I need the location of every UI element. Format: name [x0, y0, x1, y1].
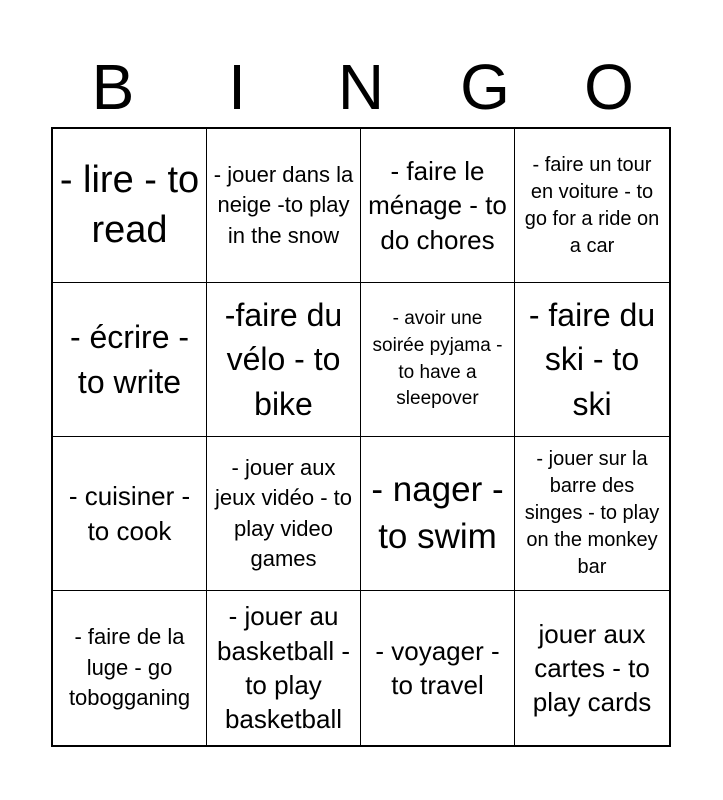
bingo-cell-text: jouer aux cartes - to play cards — [532, 618, 652, 718]
bingo-cell-text: - faire de la luge - go tobogganing — [68, 624, 191, 711]
bingo-header — [51, 50, 671, 125]
bingo-cell-text: - cuisiner -to cook — [68, 481, 191, 546]
bingo-cell-r4-c2[interactable] — [207, 591, 361, 745]
bingo-cell-text: - faire un tour en voiture - to go for a ride on a car — [524, 153, 660, 257]
header-letter-i: I — [228, 51, 246, 123]
header-letter-o: O — [584, 51, 634, 123]
bingo-cell-text: - nager -to swim — [371, 470, 504, 556]
bingo-cell-r4-c4[interactable] — [515, 591, 669, 745]
bingo-cell-text: -faire du vélo - to bike — [224, 297, 343, 422]
bingo-cell-text: - voyager - to travel — [375, 635, 500, 700]
bingo-cell-r1-c2[interactable] — [207, 129, 361, 283]
bingo-cell-text: - lire - to read — [59, 159, 200, 251]
bingo-cell-r3-c4[interactable] — [515, 437, 669, 591]
bingo-cell-text: - jouer aux jeux vidéo - to play video games — [215, 454, 352, 571]
bingo-cell-r4-c3[interactable] — [361, 591, 515, 745]
bingo-cell-text: - jouer sur la barre des singes - to play on the monkey bar — [524, 448, 660, 578]
bingo-cell-text: - faire du ski - to ski — [528, 297, 656, 422]
bingo-cell-r1-c4[interactable] — [515, 129, 669, 283]
bingo-cell-r2-c2[interactable] — [207, 283, 361, 437]
bingo-cell-r3-c1[interactable] — [53, 437, 207, 591]
bingo-cell-r2-c3[interactable] — [361, 283, 515, 437]
bingo-cell-text: - faire le ménage - to do chores — [368, 156, 507, 255]
bingo-cell-r3-c3[interactable] — [361, 437, 515, 591]
header-letter-b: B — [91, 51, 135, 123]
bingo-cell-r1-c3[interactable] — [361, 129, 515, 283]
bingo-board — [51, 127, 671, 747]
bingo-cell-text: - jouer au basketball - to play basketball — [217, 601, 350, 735]
header-letter-g: G — [460, 51, 510, 123]
bingo-cell-text: - avoir une soirée pyjama - to have a sleepover — [372, 308, 503, 410]
bingo-cell-r3-c2[interactable] — [207, 437, 361, 591]
bingo-cell-text: - écrire - to write — [69, 319, 190, 400]
bingo-cell-r2-c1[interactable] — [53, 283, 207, 437]
header-letter-n: N — [337, 51, 385, 123]
bingo-cell-r2-c4[interactable] — [515, 283, 669, 437]
bingo-cell-r1-c1[interactable] — [53, 129, 207, 283]
bingo-cell-text: - jouer dans la neige -to play in the snow — [213, 161, 354, 248]
bingo-cell-r4-c1[interactable] — [53, 591, 207, 745]
